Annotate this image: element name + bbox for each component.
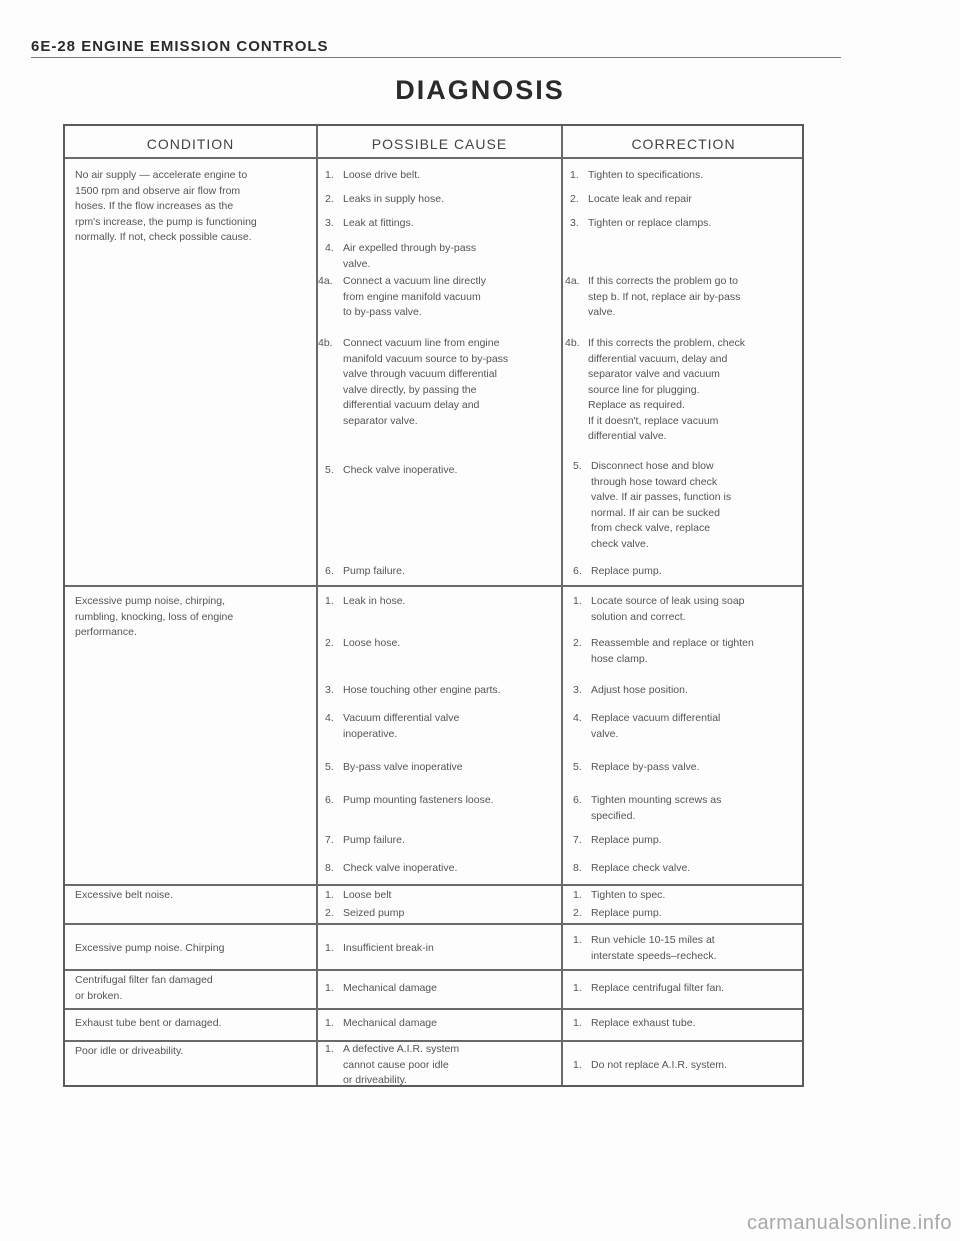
- item-number: 1.: [573, 982, 582, 994]
- item-text: A defective A.I.R. system cannot cause poor idle or driveability.: [343, 1043, 460, 1086]
- cause-item: [325, 833, 405, 849]
- cause-item: [325, 683, 501, 699]
- item-text: Pump failure.: [343, 565, 405, 577]
- item-text: Leak in hose.: [343, 595, 406, 607]
- correction-item: [565, 336, 745, 445]
- item-number: 2.: [325, 193, 334, 205]
- cause-item: [325, 241, 476, 272]
- item-number: 1.: [573, 1059, 582, 1071]
- section-header: 6E-28 ENGINE EMISSION CONTROLS: [31, 38, 329, 55]
- diagnosis-table: [63, 124, 804, 1087]
- item-text: Replace by-pass valve.: [591, 761, 700, 773]
- header-rule: [31, 57, 841, 58]
- item-number: 4.: [325, 712, 334, 724]
- item-number: 6.: [573, 794, 582, 806]
- item-number: 4a.: [565, 275, 580, 287]
- item-text: Tighten to spec.: [591, 889, 666, 901]
- item-text: Run vehicle 10-15 miles at interstate speeds–recheck.: [591, 934, 717, 962]
- watermark: carmanualsonline.info: [746, 1212, 952, 1234]
- cause-item: [325, 192, 444, 208]
- item-text: By-pass valve inoperative: [343, 761, 463, 773]
- item-text: Loose drive belt.: [343, 169, 421, 181]
- row-divider: [65, 1008, 802, 1010]
- item-number: 4.: [573, 712, 582, 724]
- correction-item: [573, 1016, 696, 1032]
- cause-item: [325, 1042, 459, 1089]
- item-text: Loose hose.: [343, 637, 401, 649]
- cause-item: [318, 336, 508, 429]
- item-number: 8.: [325, 862, 334, 874]
- item-number: 1.: [573, 595, 582, 607]
- item-text: Replace vacuum differential valve.: [591, 712, 721, 740]
- condition-cell: Excessive pump noise. Chirping: [75, 942, 225, 954]
- item-number: 1.: [325, 1043, 334, 1055]
- column-divider: [316, 126, 318, 1085]
- correction-item: [573, 981, 724, 997]
- correction-item: [573, 459, 731, 552]
- item-text: Tighten mounting screws as specified.: [591, 794, 722, 822]
- cause-item: [325, 594, 405, 610]
- item-number: 8.: [573, 862, 582, 874]
- item-text: Mechanical damage: [343, 1017, 437, 1029]
- item-text: Replace check valve.: [591, 862, 691, 874]
- item-number: 3.: [325, 217, 334, 229]
- item-text: Vacuum differential valve inoperative.: [343, 712, 460, 740]
- cause-item: [325, 636, 400, 652]
- item-text: Seized pump: [343, 907, 405, 919]
- condition-cell: Excessive belt noise.: [75, 889, 174, 901]
- item-text: Air expelled through by-pass valve.: [343, 242, 477, 270]
- item-text: Connect a vacuum line directly from engine manifold vacuum to by-pass valve.: [343, 275, 486, 318]
- item-number: 2.: [325, 907, 334, 919]
- column-header-condition: CONDITION: [146, 136, 235, 152]
- item-text: Leak at fittings.: [343, 217, 414, 229]
- item-number: 5.: [325, 464, 334, 476]
- item-number: 1.: [325, 889, 334, 901]
- condition-cell: No air supply — accelerate engine to 1500 rpm and observe air flow from hoses. If the flow increases as the rpm's increase, the pump is functioning normally. If not, check possible cause.: [75, 169, 257, 243]
- correction-item: [573, 906, 662, 922]
- cause-item: [318, 274, 486, 321]
- cause-item: [325, 793, 494, 809]
- cause-item: [325, 168, 420, 184]
- correction-item: [573, 564, 662, 580]
- item-text: Locate source of leak using soap solution and correct.: [591, 595, 745, 623]
- column-divider: [561, 126, 563, 1085]
- item-number: 4a.: [318, 275, 333, 287]
- item-text: Pump failure.: [343, 834, 405, 846]
- item-number: 2.: [573, 907, 582, 919]
- item-number: 7.: [325, 834, 334, 846]
- item-text: Leaks in supply hose.: [343, 193, 444, 205]
- cause-item: [325, 711, 459, 742]
- item-number: 5.: [573, 460, 582, 472]
- item-number: 1.: [325, 595, 334, 607]
- header-divider: [65, 157, 802, 159]
- item-number: 3.: [570, 217, 579, 229]
- item-number: 4.: [325, 242, 334, 254]
- item-number: 1.: [570, 169, 579, 181]
- cause-item: [325, 906, 404, 922]
- correction-item: [573, 760, 700, 776]
- item-text: Tighten or replace clamps.: [588, 217, 712, 229]
- correction-item: [573, 636, 754, 667]
- item-text: Replace pump.: [591, 907, 662, 919]
- cause-item: [325, 463, 457, 479]
- item-text: If this corrects the problem go to step b. If not, replace air by-pass valve.: [588, 275, 741, 318]
- item-text: Hose touching other engine parts.: [343, 684, 501, 696]
- cause-item: [325, 760, 463, 776]
- condition-cell: Excessive pump noise, chirping, rumbling, knocking, loss of engine performance.: [75, 595, 234, 638]
- item-number: 1.: [325, 982, 334, 994]
- item-number: 7.: [573, 834, 582, 846]
- item-text: Mechanical damage: [343, 982, 437, 994]
- cause-item: [325, 1016, 437, 1032]
- row-divider: [65, 585, 802, 587]
- item-text: Check valve inoperative.: [343, 862, 458, 874]
- item-number: 1.: [573, 934, 582, 946]
- condition-cell: Poor idle or driveability.: [75, 1045, 184, 1057]
- item-text: If this corrects the problem, check differential vacuum, delay and separator valve and vacuum source line for plugging. Replace as required. If it doesn't, replace vacuum differential valve.: [588, 337, 745, 442]
- cause-item: [325, 888, 391, 904]
- item-text: Replace centrifugal filter fan.: [591, 982, 725, 994]
- condition-cell: Exhaust tube bent or damaged.: [75, 1017, 222, 1029]
- item-number: 2.: [570, 193, 579, 205]
- correction-item: [573, 683, 688, 699]
- item-text: Connect vacuum line from engine manifold vacuum source to by-pass valve through vacuum differential valve directly, by passing the differential vacuum delay and separator valve.: [343, 337, 509, 427]
- item-text: Locate leak and repair: [588, 193, 692, 205]
- item-number: 4b.: [565, 337, 580, 349]
- item-text: Adjust hose position.: [591, 684, 688, 696]
- row-divider: [65, 884, 802, 886]
- correction-item: [573, 833, 662, 849]
- item-number: 1.: [325, 1017, 334, 1029]
- item-text: Do not replace A.I.R. system.: [591, 1059, 727, 1071]
- cause-item: [325, 564, 405, 580]
- cause-item: [325, 941, 434, 957]
- item-text: Reassemble and replace or tighten hose clamp.: [591, 637, 754, 665]
- correction-item: [573, 793, 721, 824]
- correction-item: [573, 933, 717, 964]
- cause-item: [325, 861, 457, 877]
- item-number: 1.: [325, 942, 334, 954]
- item-number: 1.: [573, 1017, 582, 1029]
- column-header-correction: CORRECTION: [631, 136, 736, 152]
- correction-item: [565, 274, 740, 321]
- correction-item: [573, 888, 665, 904]
- correction-item: [570, 168, 703, 184]
- correction-item: [573, 861, 690, 877]
- item-number: 5.: [325, 761, 334, 773]
- item-number: 2.: [325, 637, 334, 649]
- item-text: Replace pump.: [591, 834, 662, 846]
- item-number: 6.: [325, 794, 334, 806]
- cause-item: [325, 216, 414, 232]
- correction-item: [570, 216, 711, 232]
- correction-item: [573, 594, 745, 625]
- correction-item: [573, 1058, 727, 1074]
- page-title: DIAGNOSIS: [395, 75, 565, 105]
- correction-item: [573, 711, 720, 742]
- column-header-possible-cause: POSSIBLE CAUSE: [371, 136, 508, 152]
- item-text: Replace pump.: [591, 565, 662, 577]
- item-number: 2.: [573, 637, 582, 649]
- item-text: Replace exhaust tube.: [591, 1017, 696, 1029]
- item-number: 3.: [325, 684, 334, 696]
- item-text: Pump mounting fasteners loose.: [343, 794, 494, 806]
- item-number: 6.: [325, 565, 334, 577]
- row-divider: [65, 969, 802, 971]
- item-number: 6.: [573, 565, 582, 577]
- item-number: 5.: [573, 761, 582, 773]
- item-text: Loose belt: [343, 889, 392, 901]
- row-divider: [65, 923, 802, 925]
- item-number: 4b.: [318, 337, 333, 349]
- item-number: 3.: [573, 684, 582, 696]
- condition-cell: Centrifugal filter fan damaged or broken.: [75, 974, 213, 1002]
- correction-item: [570, 192, 692, 208]
- item-text: Disconnect hose and blow through hose toward check valve. If air passes, function is normal. If air can be sucked from check valve, replace check valve.: [591, 460, 732, 550]
- item-text: Tighten to specifications.: [588, 169, 704, 181]
- item-number: 1.: [573, 889, 582, 901]
- item-number: 1.: [325, 169, 334, 181]
- cause-item: [325, 981, 437, 997]
- item-text: Check valve inoperative.: [343, 464, 458, 476]
- item-text: Insufficient break-in: [343, 942, 434, 954]
